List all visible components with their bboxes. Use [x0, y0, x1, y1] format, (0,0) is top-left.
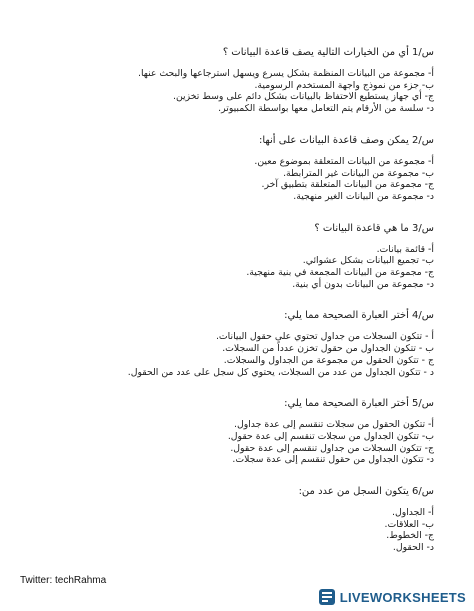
option: أ- تتكون الحقول من سجلات تنقسم إلى عدة جداول. [233, 419, 434, 431]
option: ج- مجموعة من البيانات المتعلقة بتطبيق آخر. [261, 179, 434, 191]
question-title: س/3 ما هي قاعدة البيانات ؟ [314, 222, 434, 234]
twitter-credit: Twitter: techRahma [20, 575, 107, 586]
option: ب- تجميع البيانات بشكل عشوائي. [302, 255, 434, 267]
question-3 [134, 222, 434, 291]
question-title: س/1 أي من الخيارات التالية يصف قاعدة البيانات ؟ [222, 47, 434, 58]
option: ج- الخطوط. [386, 530, 434, 542]
question-2 [134, 134, 434, 203]
liveworksheets-logo-icon [318, 588, 336, 606]
question-title: س/2 يمكن وصف قاعدة البيانات على أنها: [258, 134, 434, 146]
option: ب- العلاقات. [384, 518, 434, 530]
option: ج- تتكون السجلات من جداول تنقسم إلى عدة حقول. [230, 442, 434, 454]
liveworksheets-brand[interactable] [318, 587, 466, 607]
option: د- سلسة من الأرقام يتم التعامل معها بواسطة الكمبيوتر. [218, 103, 434, 115]
option: د- مجموعة من البيانات الغير منهجية. [293, 190, 434, 202]
question-4 [127, 309, 434, 378]
option: ب - تتكون الجداول من حقول تخزن عدداً من السجلات. [222, 343, 434, 355]
question-title: س/5 أختر العبارة الصحيحة مما يلي: [284, 398, 434, 410]
brand-name: LIVEWORKSHEETS [339, 589, 466, 605]
option: د- تتكون الجداول من حقول تنقسم إلى عدة سجلات. [232, 454, 434, 466]
option: أ - تتكون السجلات من جداول تحتوي على حقول البيانات. [215, 331, 434, 343]
option: أ- مجموعة من البيانات المتعلقة بموضوع معين. [254, 155, 434, 167]
option: أ- قائمة بيانات. [376, 243, 434, 255]
questions-list [127, 46, 434, 573]
option: ج - تتكون الحقول من مجموعة من الجداول والسجلات. [223, 354, 434, 366]
question-title: س/6 يتكون السجل من عدد من: [298, 486, 434, 498]
option: ج- مجموعة من البيانات المجمعة في بنية منهجية. [246, 267, 434, 279]
option: أ- الجداول. [392, 507, 434, 519]
question-title: س/4 أختر العبارة الصحيحة مما يلي: [284, 310, 434, 322]
option: ب- تتكون الجداول من سجلات تنقسم إلى عدة حقول. [227, 430, 434, 442]
question-5 [134, 397, 434, 466]
option: أ- مجموعة من البيانات المنظمة بشكل يسرع ويسهل استرجاعها والبحث عنها. [138, 68, 434, 79]
option: د- مجموعة من البيانات بدون أي بنية. [292, 278, 434, 290]
option: ب- جزء من نموذج واجهة المستخدم الرسومية. [254, 79, 434, 91]
option: ب- مجموعة من البيانات غير المترابطة. [283, 167, 434, 179]
option: ج- أي جهاز يستطيع الاحتفاظ بالبيانات بشكل دائم على وسط تخزين. [173, 91, 434, 103]
question-6 [134, 485, 434, 554]
option: د- الحقول. [392, 542, 434, 554]
question-1 [134, 46, 434, 115]
option: د - تتكون الجداول من عدد من السجلات، يحتوي كل سجل على عدد من الحقول. [127, 366, 434, 378]
